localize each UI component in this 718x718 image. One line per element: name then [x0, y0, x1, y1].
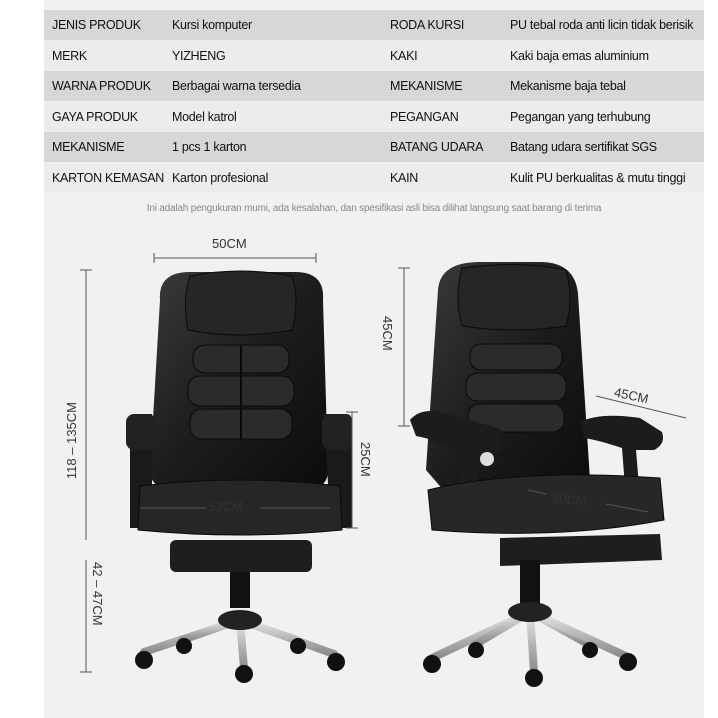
- spec-value: Pegangan yang terhubung: [510, 109, 651, 124]
- spec-value: 1 pcs 1 karton: [172, 140, 247, 154]
- dim-seat-width: 53CM: [208, 499, 243, 514]
- spec-value: Batang udara sertifikat SGS: [510, 140, 657, 154]
- dim-total-height: 118 – 135CM: [64, 402, 79, 480]
- spec-value: PU tebal roda anti licin tidak berisik: [510, 18, 694, 32]
- spec-label: MEKANISME: [52, 140, 125, 154]
- spec-label: KARTON KEMASAN: [52, 170, 165, 185]
- spec-label: WARNA PRODUK: [52, 79, 151, 93]
- spec-label: MEKANISME: [390, 79, 463, 93]
- dim-seat-depth: 50CM: [551, 490, 588, 509]
- dim-arm-width: 45CM: [612, 384, 650, 407]
- spec-value: Kaki baja emas aluminium: [510, 48, 649, 63]
- spec-label: KAIN: [390, 170, 418, 185]
- spec-value: Kulit PU berkualitas & mutu tinggi: [510, 170, 686, 185]
- spec-label: RODA KURSI: [390, 18, 465, 32]
- spec-label: PEGANGAN: [390, 109, 459, 124]
- spec-value: Kursi komputer: [172, 18, 252, 32]
- spec-label: MERK: [52, 48, 87, 63]
- dim-arm-height: 25CM: [358, 442, 373, 477]
- spec-label: GAYA PRODUK: [52, 109, 138, 124]
- spec-value: Berbagai warna tersedia: [172, 79, 301, 93]
- front-chair: [126, 271, 352, 683]
- spec-label: JENIS PRODUK: [52, 18, 141, 32]
- spec-label: BATANG UDARA: [390, 140, 484, 154]
- dim-back-height: 45CM: [380, 316, 395, 351]
- measurement-note: Ini adalah pengukuran mumi, ada kesalahan, dan spesifikasi asli bisa dilihat langsung saat barang di terima: [146, 203, 602, 214]
- side-chair: [410, 262, 664, 687]
- dim-top-width: 50CM: [212, 236, 247, 251]
- spec-label: KAKI: [390, 48, 418, 63]
- spec-value: Model katrol: [172, 109, 237, 124]
- spec-value: YIZHENG: [172, 48, 226, 63]
- dim-seat-height: 42 – 47CM: [90, 562, 105, 626]
- spec-value: Mekanisme baja tebal: [510, 79, 626, 93]
- spec-value: Karton profesional: [172, 170, 269, 185]
